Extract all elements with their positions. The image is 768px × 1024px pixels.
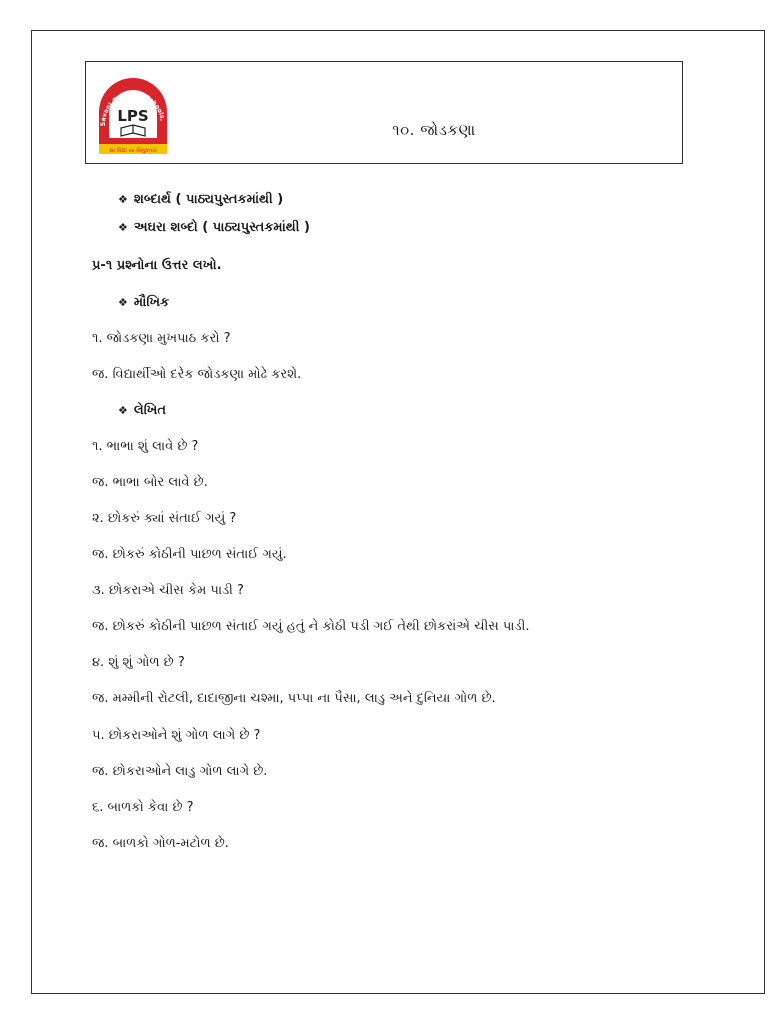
written-question-3: ૩. છોકરાએ ચીસ કેમ પાડી ?	[92, 583, 244, 598]
bullet-item-meanings	[118, 191, 283, 209]
written-question-5: ૫. છોકરાઓને શું ગોળ લાગે છે ?	[92, 728, 261, 743]
diamond-bullet-icon: ❖	[118, 404, 128, 417]
oral-heading	[118, 294, 169, 312]
diamond-bullet-icon: ❖	[118, 193, 128, 206]
written-question-1: ૧. ભાભા શું લાવે છે ?	[92, 439, 199, 454]
bullet-text: શબ્દાર્થ ( પાઠ્યપુસ્તકમાંથી )	[133, 192, 284, 207]
oral-question: ૧. જોડકણા મુખપાઠ કરો ?	[92, 331, 231, 346]
school-crest-logo	[97, 72, 169, 156]
written-answer-4: જ. મમ્મીની રોટલી, દાદાજીના ચશ્મા, પપ્પા ના પૈસા, લાડુ અને દુનિયા ગોળ છે.	[92, 691, 496, 706]
written-answer-6: જ. બાળકો ગોળ-મટોળ છે.	[92, 836, 229, 851]
written-question-2: ૨. છોકરું ક્યાં સંતાઈ ગયું ?	[92, 511, 237, 526]
written-heading	[118, 402, 166, 420]
bullet-item-hard-words	[118, 219, 310, 237]
oral-heading-text: મૌખિક	[133, 295, 170, 310]
oral-answer: જ. વિદ્યાર્થીઓ દરેક જોડકણા મોઢે કરશે.	[92, 367, 302, 382]
question-heading: પ્ર-૧ પ્રશ્નોના ઉત્તર લખો.	[92, 258, 222, 273]
bullet-text: અઘરા શબ્દો ( પાઠ્યપુસ્તકમાંથી )	[133, 220, 310, 235]
written-answer-2: જ. છોકરું કોઠીની પાછળ સંતાઈ ગયું.	[92, 547, 287, 562]
written-question-6: ૬. બાળકો કેવા છે ?	[92, 800, 194, 815]
diamond-bullet-icon: ❖	[118, 221, 128, 234]
page-title: ૧૦. જોડકણા	[392, 121, 476, 139]
header-box	[85, 61, 683, 164]
written-answer-1: જ. ભાભા બોર લાવે છે.	[92, 475, 208, 490]
svg-text:L. P. Savani Group of Schools,: Savani Group of Schools,	[99, 90, 166, 127]
written-answer-5: જ. છોકરાઓને લાડુ ગોળ લાગે છે.	[92, 764, 268, 779]
written-question-4: ૪. શું શું ગોળ છે ?	[92, 655, 185, 670]
written-heading-text: લેખિત	[133, 403, 166, 418]
svg-text:સા વિદ્યા યા વિમુક્તયે: સા વિદ્યા યા વિમુક્તયે	[109, 148, 157, 154]
diamond-bullet-icon: ❖	[118, 296, 128, 309]
written-answer-3: જ. છોકરું કોઠીની પાછળ સંતાઈ ગયું હતું ને કોઠી પડી ગઈ તેથી છોકરાંએ ચીસ પાડી.	[92, 619, 530, 634]
svg-text:LPS: LPS	[117, 107, 149, 125]
